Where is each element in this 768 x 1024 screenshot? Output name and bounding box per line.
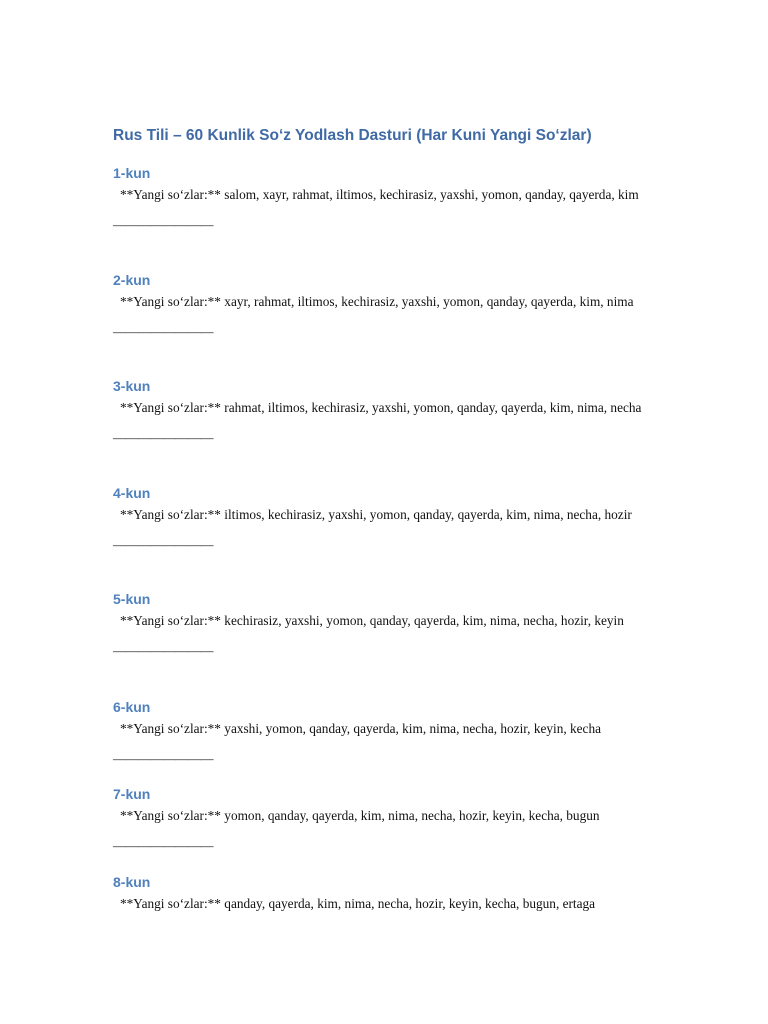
document-title: Rus Tili – 60 Kunlik So‘z Yodlash Dasturi (Har Kuni Yangi So‘zlar) <box>113 127 592 144</box>
word-list: yomon, qanday, qayerda, kim, nima, necha, hozir, keyin, kecha, bugun <box>224 808 600 823</box>
words-label: **Yangi so‘zlar:** <box>120 294 221 309</box>
separator-line: ———————— <box>113 323 213 339</box>
day-words <box>113 894 658 914</box>
separator-line: ———————— <box>113 750 213 766</box>
word-list: kechirasiz, yaxshi, yomon, qanday, qayerda, kim, nima, necha, hozir, keyin <box>224 613 624 628</box>
day-words <box>113 719 658 739</box>
day-section-3 <box>113 376 658 447</box>
document-page <box>113 0 658 1024</box>
words-label: **Yangi so‘zlar:** <box>120 507 221 522</box>
words-label: **Yangi so‘zlar:** <box>120 613 221 628</box>
separator-line: ———————— <box>113 837 213 853</box>
word-list: xayr, rahmat, iltimos, kechirasiz, yaxshi, yomon, qanday, qayerda, kim, nima <box>224 294 634 309</box>
day-section-6 <box>113 697 658 768</box>
words-label: **Yangi so‘zlar:** <box>120 896 221 911</box>
day-heading: 6-kun <box>113 699 151 715</box>
word-list: rahmat, iltimos, kechirasiz, yaxshi, yomon, qanday, qayerda, kim, nima, necha <box>224 400 642 415</box>
day-words <box>113 292 658 312</box>
words-label: **Yangi so‘zlar:** <box>120 808 221 823</box>
day-words <box>113 185 658 205</box>
day-section-5 <box>113 589 658 660</box>
day-words <box>113 505 658 525</box>
day-section-2 <box>113 270 658 341</box>
day-heading: 4-kun <box>113 485 151 501</box>
day-section-1 <box>113 163 658 234</box>
day-section-4 <box>113 483 658 554</box>
words-label: **Yangi so‘zlar:** <box>120 187 221 202</box>
day-heading: 7-kun <box>113 786 151 802</box>
separator-line: ———————— <box>113 429 213 445</box>
day-heading: 3-kun <box>113 378 151 394</box>
day-heading: 5-kun <box>113 591 151 607</box>
day-words <box>113 398 658 418</box>
day-heading: 2-kun <box>113 272 151 288</box>
separator-line: ———————— <box>113 536 213 552</box>
day-heading: 8-kun <box>113 874 151 890</box>
day-section-7 <box>113 784 658 855</box>
day-section-8 <box>113 872 658 914</box>
word-list: salom, xayr, rahmat, iltimos, kechirasiz, yaxshi, yomon, qanday, qayerda, kim <box>224 187 639 202</box>
words-label: **Yangi so‘zlar:** <box>120 721 221 736</box>
word-list: iltimos, kechirasiz, yaxshi, yomon, qanday, qayerda, kim, nima, necha, hozir <box>224 507 632 522</box>
separator-line: ———————— <box>113 642 213 658</box>
word-list: qanday, qayerda, kim, nima, necha, hozir, keyin, kecha, bugun, ertaga <box>224 896 596 911</box>
word-list: yaxshi, yomon, qanday, qayerda, kim, nima, necha, hozir, keyin, kecha <box>224 721 602 736</box>
day-words <box>113 806 658 826</box>
day-words <box>113 611 658 631</box>
words-label: **Yangi so‘zlar:** <box>120 400 221 415</box>
day-heading: 1-kun <box>113 165 151 181</box>
separator-line: ———————— <box>113 216 213 232</box>
